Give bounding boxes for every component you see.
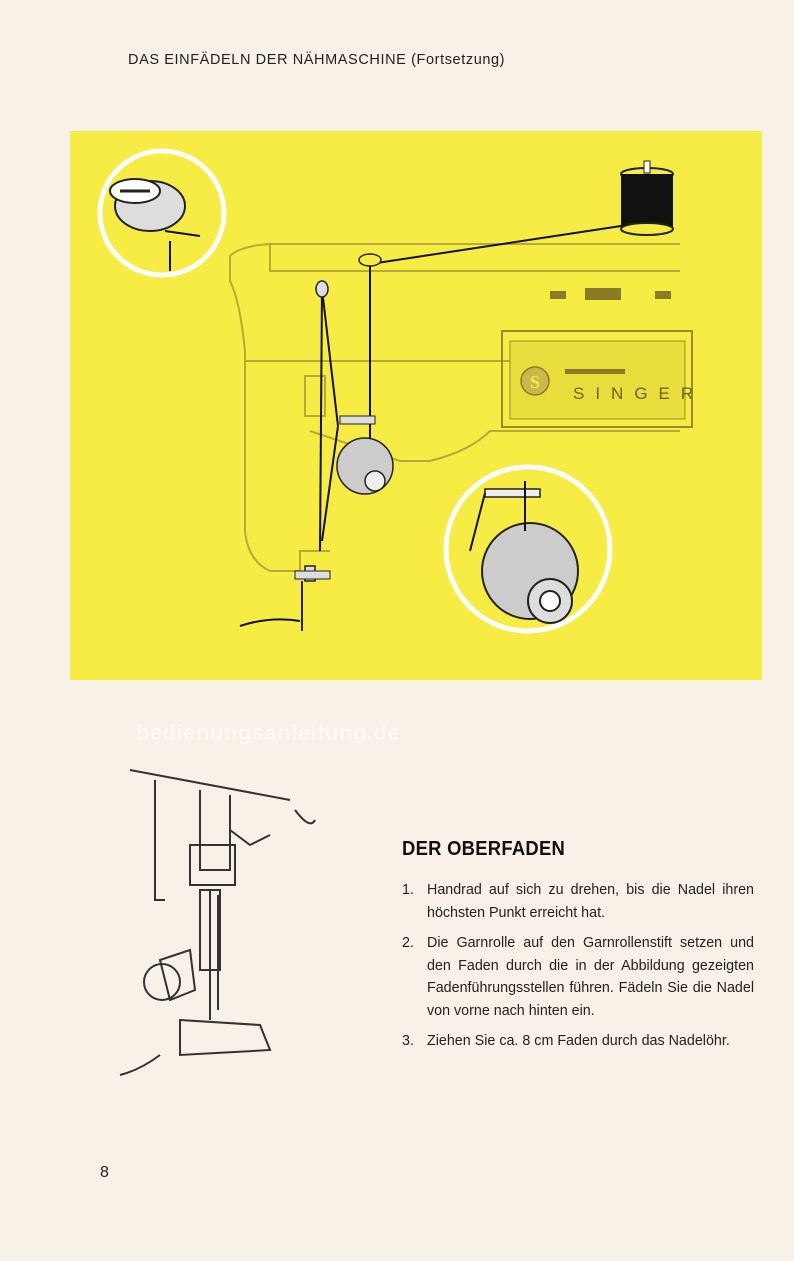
- sewing-machine-drawing: [70, 131, 762, 680]
- tension-inset: [446, 467, 610, 631]
- singer-brand-text: SINGER: [573, 384, 705, 403]
- header-title: DAS EINFÄDELN DER NÄHMASCHINE: [128, 52, 407, 68]
- singer-logo-letter: S: [529, 372, 541, 392]
- step-1: [402, 879, 754, 924]
- step-text: Handrad auf sich zu drehen, bis die Nadel ihren höchsten Punkt erreicht hat.: [427, 882, 754, 921]
- needle-area: [295, 566, 330, 631]
- top-dials: [550, 288, 671, 300]
- step-number: 1.: [402, 882, 414, 898]
- presser-foot-drawing: [100, 750, 320, 1090]
- tension-assembly: [337, 416, 393, 494]
- section-title: DER OBERFADEN: [402, 838, 566, 860]
- threading-illustration: [70, 131, 762, 745]
- instruction-steps: [402, 879, 754, 1053]
- step-text: Die Garnrolle auf den Garnrollenstift setzen und den Faden durch die in der Abbildung gezeigten Fadenführungsstellen führen. Fädeln Sie die Nadel von vorne nach hinten ein.: [427, 935, 754, 1019]
- upper-thread-section: [402, 838, 754, 1061]
- thread-guide-inset: [100, 151, 224, 275]
- page-number: 8: [100, 1164, 109, 1181]
- step-text: Ziehen Sie ca. 8 cm Faden durch das Nadelöhr.: [427, 1033, 730, 1049]
- header-subtitle: (Fortsetzung): [411, 52, 506, 68]
- needle-threading-drawing: [100, 750, 320, 1095]
- step-number: 2.: [402, 935, 414, 951]
- page-header: [128, 52, 505, 68]
- step-3: [402, 1030, 754, 1053]
- singer-nameplate: [502, 331, 704, 427]
- thread-spool: [621, 161, 673, 235]
- step-number: 3.: [402, 1033, 414, 1049]
- step-2: [402, 932, 754, 1022]
- watermark: bedienungsanleitung.de: [136, 720, 401, 745]
